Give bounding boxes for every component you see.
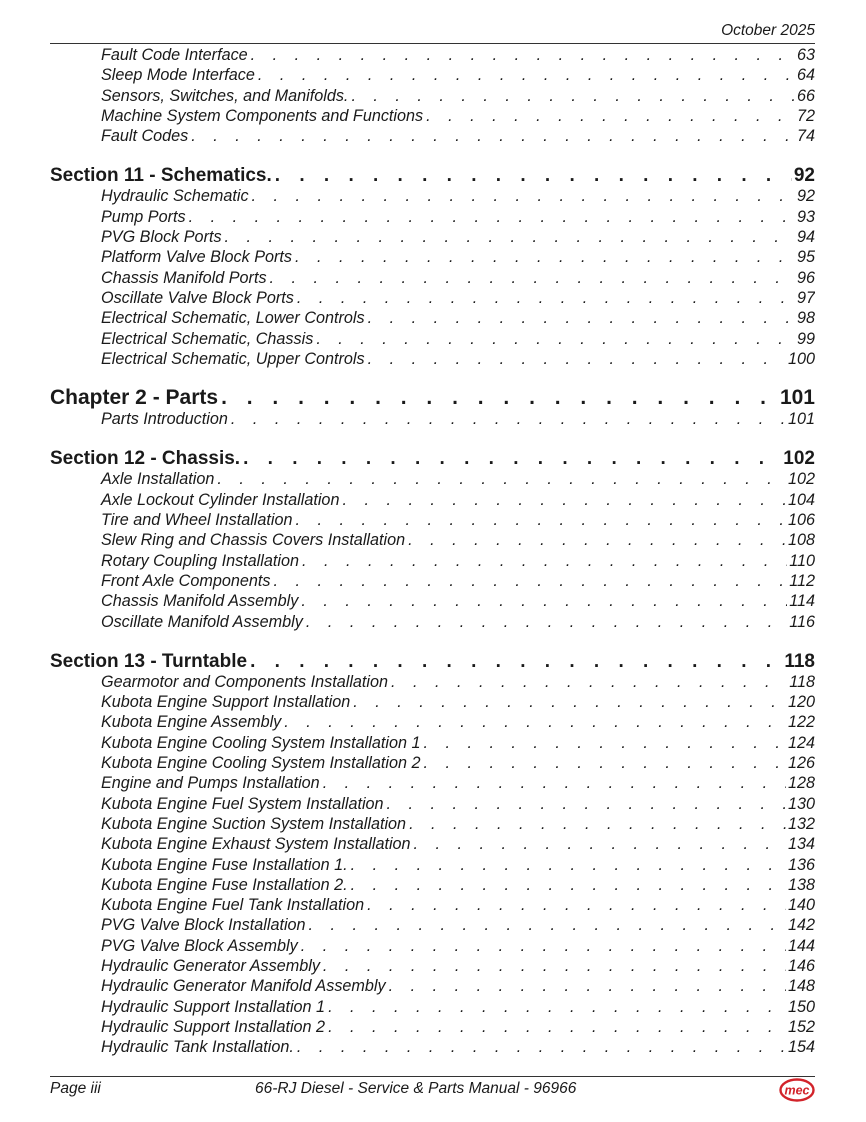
toc-entry-page: 132 [787,814,815,833]
toc-leader-dots [301,592,787,611]
toc-entry[interactable] [50,107,815,127]
toc-entry[interactable] [50,491,815,511]
toc-entry[interactable] [50,916,815,936]
toc-entry-label: Slew Ring and Chassis Covers Installation [101,531,406,550]
toc-entry-label: Kubota Engine Fuse Installation 1. [101,855,348,874]
toc-entry[interactable] [50,269,815,289]
toc-entry[interactable] [50,187,815,207]
toc-entry-label: Kubota Engine Fuse Installation 2. [101,875,348,894]
toc-entry[interactable] [50,350,815,370]
footer-rule [50,1076,815,1077]
toc-entry-label: Kubota Engine Suction System Installation [101,814,407,833]
footer-manual-title: 66-RJ Diesel - Service & Parts Manual - 96966 [255,1080,577,1097]
toc-leader-dots [225,228,795,247]
toc-leader-dots [351,856,786,875]
toc-entry-label: Oscillate Manifold Assembly [101,612,303,631]
toc-entry-page: 146 [787,956,815,975]
toc-entry[interactable] [50,410,815,430]
toc-entry[interactable] [50,713,815,733]
toc-entry-page: 64 [796,66,815,85]
toc-entry-label: Sleep Mode Interface [101,66,255,85]
toc-entry-page: 92 [796,187,815,206]
toc-leader-dots [328,1018,786,1037]
toc-entry-label: Section 12 - Chassis. [50,448,241,470]
toc-leader-dots [423,754,786,773]
toc-entry-label: Hydraulic Schematic [101,187,249,206]
toc-entry-page: 130 [787,794,815,813]
toc-entry-page: 134 [787,835,815,854]
toc-leader-dots [391,673,787,692]
toc-leader-dots [302,552,787,571]
toc-entry[interactable] [50,856,815,876]
toc-leader-dots [353,693,786,712]
toc-leader-dots [309,916,786,935]
toc-leader-dots [301,937,786,956]
toc-leader-dots [296,511,786,530]
toc-entry[interactable] [50,937,815,957]
toc-leader-dots [368,350,786,369]
footer-page-number: Page iii [50,1080,101,1097]
toc-entry[interactable] [50,470,815,490]
toc-leader-dots [323,774,786,793]
toc-entry[interactable] [50,1018,815,1038]
toc-leader-dots [295,248,795,267]
toc-entry-label: Rotary Coupling Installation [101,551,299,570]
toc-leader-dots [316,330,795,349]
toc-entry[interactable] [50,815,815,835]
toc-entry-label: Axle Installation [101,470,215,489]
toc-entry-label: Electrical Schematic, Upper Controls [101,349,365,368]
toc-entry-label: Fault Codes [101,127,189,146]
toc-entry-page: 114 [789,592,815,611]
toc-section-heading[interactable] [50,165,815,187]
toc-entry-label: Kubota Engine Assembly [101,713,282,732]
toc-leader-dots [414,835,786,854]
toc-leader-dots [389,977,786,996]
toc-entry-page: 120 [787,693,815,712]
toc-entry-label: Chassis Manifold Assembly [101,592,299,611]
toc-entry-label: Kubota Engine Cooling System Installation 1 [101,733,421,752]
toc-entry-page: 102 [787,470,815,489]
toc-chapter-heading[interactable] [50,386,815,410]
toc-leader-dots [351,87,795,106]
toc-entry[interactable] [50,896,815,916]
toc-leader-dots [297,289,795,308]
toc-entry-label: Parts Introduction [101,410,228,429]
toc-leader-dots [258,66,795,85]
toc-entry-label: Kubota Engine Fuel System Installation [101,794,384,813]
toc-entry[interactable] [50,87,815,107]
toc-entry-page: 116 [789,612,815,631]
header-date: October 2025 [721,22,815,39]
toc-entry[interactable] [50,127,815,147]
svg-text:mec: mec [784,1083,810,1098]
toc-entry-page: 110 [789,551,815,570]
toc-leader-dots [408,531,786,550]
toc-leader-dots [252,187,795,206]
toc-leader-dots [342,491,786,510]
toc-entry-page: 72 [796,106,815,125]
toc-entry[interactable] [50,552,815,572]
toc-entry-page: 128 [787,774,815,793]
toc-section-heading[interactable] [50,448,815,470]
toc-entry[interactable] [50,531,815,551]
toc-leader-dots [387,795,786,814]
toc-entry-page: 101 [779,386,815,410]
toc-entry[interactable] [50,673,815,693]
toc-entry-page: 104 [787,490,815,509]
toc-entry-page: 99 [796,329,815,348]
toc-entry-page: 142 [787,916,815,935]
toc-entry-label: Front Axle Components [101,571,271,590]
table-of-contents [50,46,815,1058]
toc-entry-label: Gearmotor and Components Installation [101,672,389,691]
toc-entry-label: Hydraulic Support Installation 1 [101,997,326,1016]
toc-entry[interactable] [50,876,815,896]
toc-entry[interactable] [50,208,815,228]
toc-entry[interactable] [50,835,815,855]
toc-entry-page: 144 [787,936,815,955]
toc-leader-dots [423,734,786,753]
toc-entry-label: Hydraulic Support Installation 2 [101,1017,326,1036]
toc-entry-page: 150 [787,997,815,1016]
toc-entry-page: 66 [796,86,815,105]
toc-leader-dots [221,386,778,410]
toc-entry-label: PVG Valve Block Assembly [101,936,298,955]
toc-leader-dots [217,470,786,489]
toc-entry[interactable] [50,957,815,977]
toc-leader-dots [275,165,792,187]
toc-entry[interactable] [50,572,815,592]
toc-entry-page: 98 [796,309,815,328]
toc-entry[interactable] [50,613,815,633]
toc-entry-label: Tire and Wheel Installation [101,511,293,530]
toc-leader-dots [251,46,795,65]
toc-entry-label: Hydraulic Generator Assembly [101,956,320,975]
toc-leader-dots [297,1038,786,1057]
toc-entry-page: 124 [787,733,815,752]
toc-entry-label: Section 11 - Schematics. [50,165,272,187]
page-footer [50,1080,815,1102]
toc-entry-page: 154 [787,1038,815,1057]
toc-entry-page: 118 [789,672,815,691]
toc-section-heading[interactable] [50,651,815,673]
toc-leader-dots [426,107,795,126]
toc-entry-page: 152 [787,1017,815,1036]
toc-entry[interactable] [50,309,815,329]
toc-leader-dots [367,896,786,915]
toc-entry[interactable] [50,592,815,612]
toc-entry[interactable] [50,693,815,713]
toc-entry-page: 148 [787,977,815,996]
toc-entry[interactable] [50,46,815,66]
toc-entry[interactable] [50,754,815,774]
toc-leader-dots [306,613,787,632]
toc-leader-dots [368,309,795,328]
toc-entry-label: Axle Lockout Cylinder Installation [101,490,340,509]
toc-entry-label: Oscillate Valve Block Ports [101,288,294,307]
toc-entry[interactable] [50,977,815,997]
toc-entry-page: 101 [787,410,815,429]
toc-entry-page: 122 [787,713,815,732]
toc-entry-page: 74 [796,127,815,146]
toc-leader-dots [243,448,781,470]
toc-entry-label: Pump Ports [101,207,186,226]
toc-entry-page: 102 [783,448,815,470]
toc-entry-label: PVG Valve Block Installation [101,916,306,935]
toc-entry[interactable] [50,795,815,815]
toc-leader-dots [231,410,786,429]
toc-entry-page: 93 [796,207,815,226]
toc-entry-page: 108 [787,531,815,550]
toc-leader-dots [409,815,786,834]
toc-entry-page: 138 [787,875,815,894]
toc-entry-label: Platform Valve Block Ports [101,248,293,267]
toc-entry-label: Kubota Engine Exhaust System Installation [101,835,411,854]
toc-entry-page: 126 [787,754,815,773]
toc-entry[interactable] [50,511,815,531]
toc-entry-page: 106 [787,511,815,530]
toc-entry-page: 92 [793,165,815,187]
toc-entry-page: 94 [796,228,815,247]
toc-leader-dots [270,269,795,288]
toc-entry-label: Sensors, Switches, and Manifolds. [101,86,349,105]
toc-entry[interactable] [50,998,815,1018]
toc-leader-dots [191,127,795,146]
toc-entry-page: 118 [784,650,815,672]
toc-entry-label: Hydraulic Generator Manifold Assembly [101,977,386,996]
toc-entry-label: PVG Block Ports [101,228,222,247]
header-rule [50,43,815,44]
toc-entry[interactable] [50,1038,815,1058]
toc-entry-label: Electrical Schematic, Lower Controls [101,309,365,328]
toc-entry-page: 63 [796,46,815,64]
toc-entry-label: Kubota Engine Cooling System Installation 2 [101,754,421,773]
toc-entry[interactable] [50,774,815,794]
toc-entry-page: 100 [787,349,815,368]
toc-leader-dots [250,651,782,673]
toc-entry-label: Machine System Components and Functions [101,106,424,125]
toc-entry-page: 96 [796,268,815,287]
toc-entry-label: Chapter 2 - Parts [50,386,219,410]
toc-entry-label: Electrical Schematic, Chassis [101,329,314,348]
mec-logo-icon [779,1078,815,1107]
toc-entry-label: Hydraulic Tank Installation. [101,1038,294,1057]
toc-entry[interactable] [50,66,815,86]
toc-leader-dots [284,713,786,732]
toc-leader-dots [323,957,786,976]
toc-leader-dots [273,572,787,591]
toc-entry[interactable] [50,289,815,309]
toc-entry-page: 140 [787,896,815,915]
toc-entry-page: 97 [796,288,815,307]
toc-entry-label: Chassis Manifold Ports [101,268,267,287]
toc-entry-page: 136 [787,855,815,874]
toc-leader-dots [328,998,786,1017]
toc-entry-label: Section 13 - Turntable [50,650,248,672]
toc-entry[interactable] [50,228,815,248]
toc-entry-label: Kubota Engine Support Installation [101,693,351,712]
toc-entry[interactable] [50,734,815,754]
toc-entry[interactable] [50,248,815,268]
toc-entry-label: Kubota Engine Fuel Tank Installation [101,896,365,915]
toc-entry-page: 112 [789,571,815,590]
toc-entry[interactable] [50,330,815,350]
toc-leader-dots [189,208,795,227]
toc-entry-label: Fault Code Interface [101,46,248,64]
toc-entry-page: 95 [796,248,815,267]
toc-leader-dots [351,876,786,895]
toc-entry-label: Engine and Pumps Installation [101,774,320,793]
